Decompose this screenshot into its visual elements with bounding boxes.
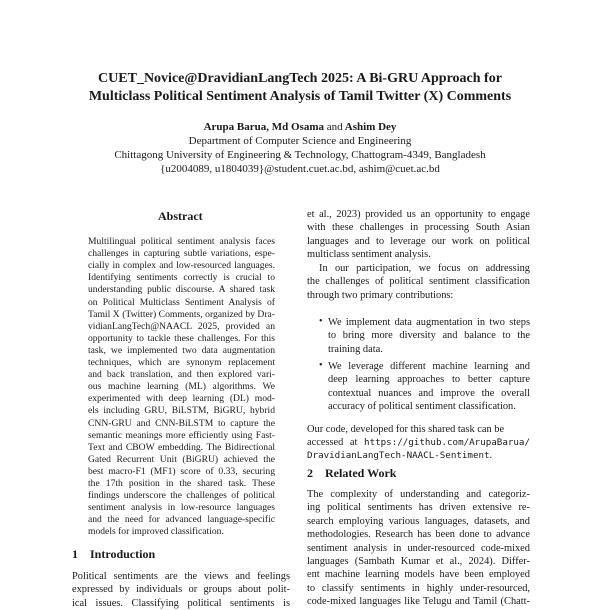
text-line: deep learning approaches to better capture bbox=[328, 374, 530, 386]
abstract-heading: Abstract bbox=[158, 209, 203, 223]
authors-b: Ashim Dey bbox=[344, 121, 397, 133]
text-line: search employing various languages, datasets, and bbox=[307, 515, 530, 527]
section-1-heading bbox=[72, 547, 155, 562]
text-line: In our participation, we focus on addressing bbox=[319, 263, 530, 274]
text-line: challenges in capturing subtle variations, espe- bbox=[88, 248, 275, 260]
section-number: 1 bbox=[72, 547, 78, 561]
code-url-part-2[interactable]: DravidianLangTech-NAACL-Sentiment bbox=[307, 450, 490, 461]
text-line: We leverage different machine learning and bbox=[328, 361, 530, 372]
text-line: with these challenges in processing South Asian bbox=[307, 222, 530, 234]
text-line: experimented with deep learning (DL) mod- bbox=[88, 393, 275, 405]
text-line: models for improved classification. bbox=[88, 526, 224, 538]
text-line: ous machine learning (ML) algorithms. We bbox=[88, 381, 275, 393]
text-line: on Political Multiclass Sentiment Analysis of bbox=[88, 296, 275, 308]
text-line: We implement data augmentation in two steps bbox=[328, 317, 530, 328]
text-line: vidianLangTech@NAACL 2025, provided an bbox=[88, 320, 275, 332]
text-line: findings underscore the challenges of political bbox=[88, 490, 275, 502]
code-url-part-1[interactable]: https://github.com/ArupaBarua/ bbox=[364, 437, 530, 448]
text-line: languages and to leverage our work on political bbox=[307, 235, 530, 247]
text-line: sentiment analysis in low-resource languages bbox=[88, 502, 275, 514]
text-line: The complexity of understanding and categoriz- bbox=[307, 489, 530, 500]
text-line: to bring more diversity and balance to the bbox=[328, 330, 530, 342]
paper-title-line-2: Multiclass Political Sentiment Analysis of Tamil Twitter (X) Comments bbox=[88, 89, 512, 104]
text-line: code-mixed languages like Telugu and Tamil (Chatt- bbox=[307, 596, 530, 608]
text-line: accuracy of political sentiment classification. bbox=[328, 401, 516, 413]
section-title: Introduction bbox=[90, 547, 156, 561]
text-line: Political sentiments are the views and feelings bbox=[72, 571, 290, 582]
text-line: ent machine learning models have been employed bbox=[307, 569, 530, 581]
text-line: through two primary contributions: bbox=[307, 289, 454, 301]
code-text-2: accessed at bbox=[307, 437, 358, 448]
code-end: . bbox=[489, 450, 493, 461]
text-line: techniques, which are synonym replacement bbox=[88, 357, 275, 368]
text-line: semantic meanings more efficiently using Fast- bbox=[88, 429, 275, 441]
text-line: ing political sentiments has driven extensive re- bbox=[307, 502, 530, 514]
authors-a: Arupa Barua, Md Osama bbox=[203, 121, 324, 133]
section-title: Related Work bbox=[325, 466, 397, 480]
text-line: opportunity to tackle these challenges. For this bbox=[88, 332, 275, 344]
text-line: ical issues. Classifying political sentiments is bbox=[72, 597, 290, 609]
text-line: Tamil X (Twitter) Comments, organized by Dra- bbox=[88, 308, 275, 320]
text-line: sentiment analysis in under-resourced code-mixed bbox=[307, 542, 530, 554]
text-line: Multilingual political sentiment analysis faces bbox=[88, 236, 275, 247]
emails: {u2004089, u1804039}@student.cuet.ac.bd, ashim@cuet.ac.bd bbox=[160, 163, 440, 175]
department: Department of Computer Science and Engineering bbox=[188, 135, 412, 147]
text-line: methodologies. Research has been done to advance bbox=[307, 529, 530, 541]
code-line-3 bbox=[307, 449, 530, 462]
text-line: task, we implemented two data augmentation bbox=[88, 344, 275, 356]
text-line: cially in complex and low-resourced languages. bbox=[88, 260, 275, 272]
bullet-icon: • bbox=[319, 316, 323, 327]
paper-title-line-1: CUET_Novice@DravidianLangTech 2025: A Bi-GRU Approach for bbox=[98, 71, 502, 86]
authors-and: and bbox=[326, 121, 343, 133]
text-line: to classify sentiments in highly under-resourced, bbox=[307, 582, 530, 594]
text-line: contextual nuances and improve the overall bbox=[328, 387, 530, 399]
code-text: Our code, developed for this shared task can be bbox=[307, 424, 505, 435]
text-line: Gated Recurrent Unit (BiGRU) achieved the bbox=[88, 453, 275, 465]
text-line: best macro-F1 (MF1) score of 0.33, securing bbox=[88, 465, 275, 477]
bullet-icon: • bbox=[319, 360, 323, 371]
text-line: els including GRU, BiLSTM, BiGRU, hybrid bbox=[88, 405, 275, 417]
university: Chittagong University of Engineering & Technology, Chattogram-4349, Bangladesh bbox=[114, 149, 486, 161]
author-names bbox=[0, 121, 600, 133]
text-line: et al., 2023) provided us an opportunity to engage bbox=[307, 209, 530, 220]
text-line: expressed by individuals or groups about polit- bbox=[72, 584, 290, 596]
text-line: the 17th position in the shared task. These bbox=[88, 478, 275, 489]
text-line: understanding public discourse. A shared task bbox=[88, 284, 275, 296]
text-line: multiclass sentiment analysis. bbox=[307, 249, 431, 261]
text-line: CNN-GRU and CNN-BiLSTM to capture the bbox=[88, 417, 275, 429]
text-line: languages (Sambath Kumar et al., 2024). Differ- bbox=[307, 556, 530, 567]
text-line: Text and CBOW embedding. The Bidirectional bbox=[88, 441, 275, 453]
section-2-heading bbox=[307, 466, 396, 481]
text-line: the challenges of political sentiment classification bbox=[307, 276, 530, 288]
text-line: training data. bbox=[328, 343, 383, 355]
code-line-2 bbox=[307, 436, 530, 449]
text-line: and back translation, and then explored vari- bbox=[88, 369, 275, 381]
section-number: 2 bbox=[307, 466, 313, 480]
text-line: and the need for advanced language-specific bbox=[88, 514, 275, 526]
text-line: Identifying sentiments correctly is crucial to bbox=[88, 272, 275, 284]
